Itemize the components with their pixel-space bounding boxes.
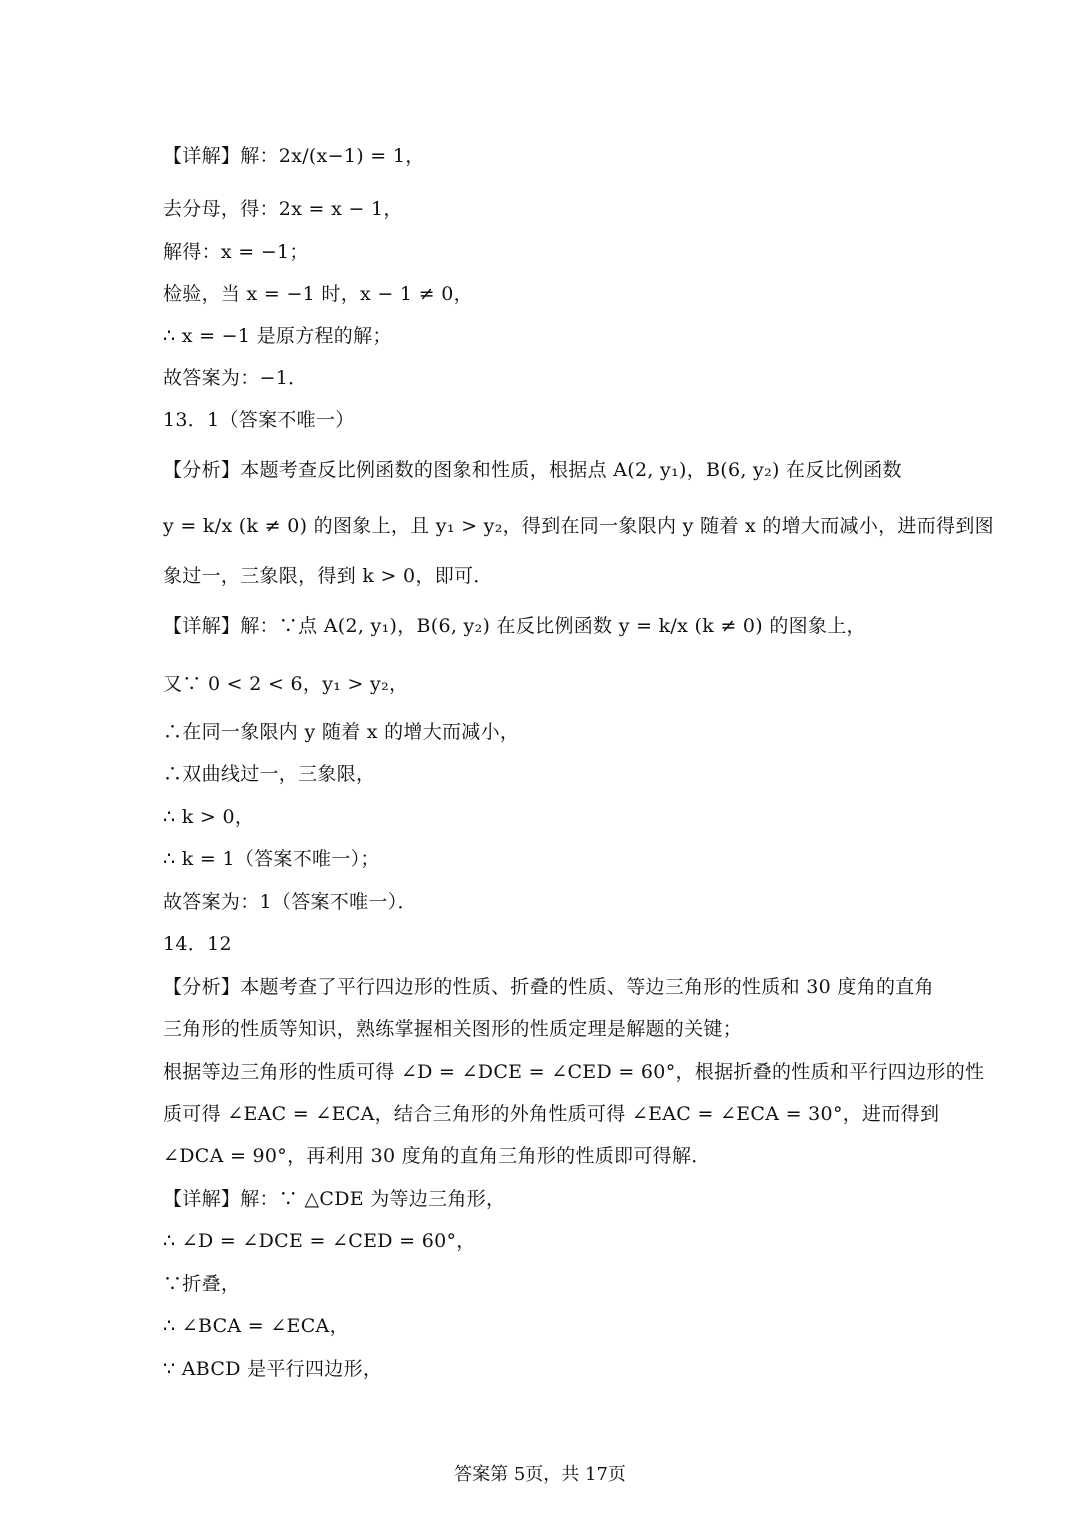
text-line: 质可得 ∠EAC = ∠ECA，结合三角形的外角性质可得 ∠EAC = ∠ECA = 30°，进而得到 <box>163 1103 940 1125</box>
text-line: 【详解】解：2x/(x−1) = 1， <box>163 145 425 167</box>
text-line: 故答案为：−1． <box>163 367 308 389</box>
text-line: ∠DCA = 90°，再利用 30 度角的直角三角形的性质即可得解． <box>163 1145 711 1167</box>
text-line: 【分析】本题考查了平行四边形的性质、折叠的性质、等边三角形的性质和 30 度角的直角 <box>163 976 934 998</box>
text-line: ∵ ABCD 是平行四边形， <box>163 1358 383 1380</box>
text-line: ∴ k = 1（答案不唯一）； <box>163 848 380 870</box>
text-line: ∴ ∠D = ∠DCE = ∠CED = 60°， <box>163 1230 476 1252</box>
page-footer: 答案第 5页，共 17页 <box>454 1464 626 1485</box>
text-line: 根据等边三角形的性质可得 ∠D = ∠DCE = ∠CED = 60°，根据折叠的性质和平行四边形的性 <box>163 1061 985 1083</box>
text-line: ∴ ∠BCA = ∠ECA， <box>163 1315 349 1337</box>
text-line: ∴在同一象限内 y 随着 x 的增大而减小， <box>163 721 520 743</box>
text-line: ∵折叠， <box>163 1273 241 1295</box>
text-line: 又∵ 0 < 2 < 6，y₁ > y₂， <box>163 673 409 695</box>
text-line: 【分析】本题考查反比例函数的图象和性质，根据点 A(2, y₁)，B(6, y₂) 在反比例函数 <box>163 459 902 481</box>
text-line: 象过一，三象限，得到 k > 0，即可． <box>163 565 493 587</box>
text-line: 【详解】解：∵点 A(2, y₁)，B(6, y₂) 在反比例函数 y = k/x (k ≠ 0) 的图象上， <box>163 615 866 637</box>
text-line: 检验，当 x = −1 时，x − 1 ≠ 0， <box>163 283 473 305</box>
text-line: ∴ x = −1 是原方程的解； <box>163 325 392 347</box>
text-line: 13．1（答案不唯一） <box>163 409 355 431</box>
text-line: 解得：x = −1； <box>163 241 309 263</box>
text-line: 去分母，得：2x = x − 1， <box>163 198 403 220</box>
text-line: 【详解】解：∵ △CDE 为等边三角形， <box>163 1188 506 1210</box>
text-line: 故答案为：1（答案不唯一）． <box>163 891 417 913</box>
text-line: ∴双曲线过一，三象限， <box>163 763 376 785</box>
text-line: 14．12 <box>163 933 232 955</box>
text-line: 三角形的性质等知识，熟练掌握相关图形的性质定理是解题的关键； <box>163 1018 743 1040</box>
text-line: ∴ k > 0， <box>163 806 255 828</box>
text-line: y = k/x (k ≠ 0) 的图象上，且 y₁ > y₂，得到在同一象限内 y 随着 x 的增大而减小，进而得到图 <box>163 515 994 537</box>
